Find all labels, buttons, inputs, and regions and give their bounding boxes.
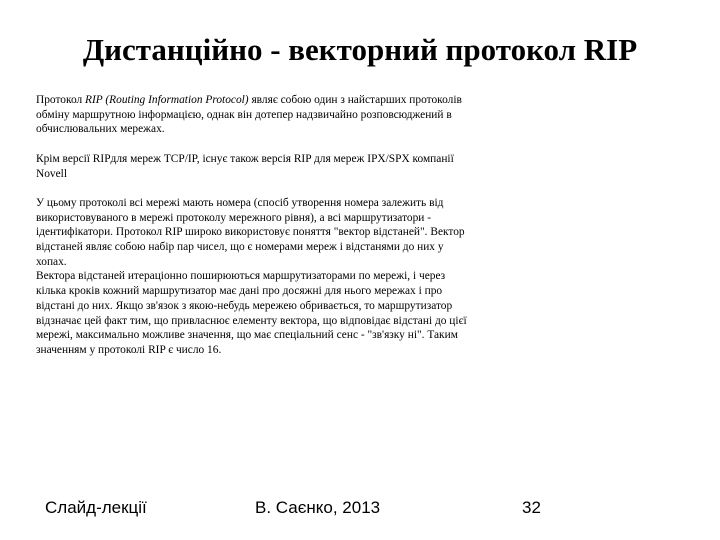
- paragraph-spacer: [36, 181, 476, 196]
- footer-author: В. Саєнко, 2013: [255, 498, 381, 517]
- footer-course-label: Слайд-лекції: [45, 498, 147, 517]
- footer-page-number: 32: [522, 498, 541, 517]
- paragraph-vector-propagation: Вектора відстаней итераціонно поширюються маршрутизаторами по мережі, і через кілька кроків кожний маршрутизатор має дані про досяжні для нього мережах і про відстані до них. Якщо зв'язок з якою-небудь мережею обривається, то маршрутизатор відзначає цей факт тим, що привласнює елементу вектора, що відповідає відстані до цієї мережі, максимально можливе значення, що має спеціальний сенс - "зв'язку ні". Таким значенням у протоколі RIP є число 16.: [36, 270, 467, 356]
- paragraph-rip-intro-start: Протокол: [36, 94, 86, 106]
- slide-title: Дистанційно - векторний протокол RIP: [82, 32, 638, 67]
- paragraph-rip-intro-rest: являє собою один з найстарших протоколів обміну маршрутною інформацією, однак він дотепер надзвичайно розповсюджений в обчислювальних мережах.: [36, 94, 462, 136]
- paragraph-distance-vector: У цьому протоколі всі мережі мають номера (спосіб утворення номера залежить від використовуваного в мережі протоколу мережного рівня), а всі маршрутизатори - ідентифікатори. Протокол RIP широко використовує поняття "вектор відстаней". Вектор відстаней являє собою набір пар чисел, що є номерами мереж і відстанями до них у хопах.: [36, 196, 465, 268]
- paragraph-rip-versions: Крім версії RIPдля мереж TCP/IP, існує також версія RIP для мереж IPX/SPX компанії Novell: [36, 152, 454, 180]
- slide-body: [36, 93, 476, 358]
- paragraph-spacer: [36, 137, 476, 152]
- paragraph-rip-intro: [36, 93, 476, 137]
- rip-full-name: RIP (Routing Information Protocol): [85, 94, 249, 106]
